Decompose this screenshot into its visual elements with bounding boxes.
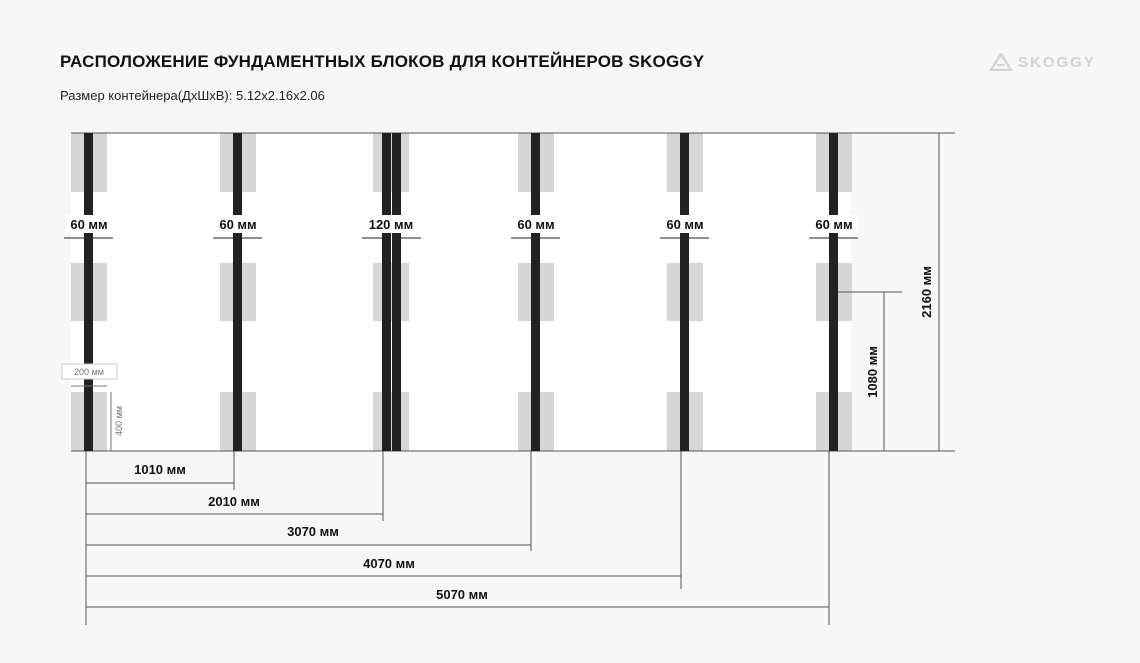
container-area [71, 133, 851, 451]
full-width-label: 2160 мм [919, 266, 934, 318]
width-dimensions [838, 133, 939, 451]
wall-thickness-label: 60 мм [517, 217, 555, 232]
container-wall [680, 133, 689, 451]
container-wall [531, 133, 540, 451]
distance-label: 2010 мм [208, 494, 260, 509]
distance-label: 3070 мм [287, 524, 339, 539]
wall-thickness-label: 60 мм [815, 217, 853, 232]
container-wall [392, 133, 401, 451]
wall-thickness-label: 60 мм [219, 217, 257, 232]
wall-thickness-label: 60 мм [70, 217, 108, 232]
half-width-label: 1080 мм [865, 346, 880, 398]
distance-label: 4070 мм [363, 556, 415, 571]
logo-text: SKOGGY [1018, 53, 1096, 71]
distance-label: 5070 мм [436, 587, 488, 602]
container-wall [84, 133, 93, 451]
container-wall [829, 133, 838, 451]
wall-thickness-label: 120 мм [368, 217, 414, 232]
wall-thickness-label: 60 мм [666, 217, 704, 232]
block-width-label: 200 мм [74, 367, 104, 377]
block-height-label: 400 мм [114, 406, 124, 436]
length-dimensions [86, 451, 829, 625]
page-title: РАСПОЛОЖЕНИЕ ФУНДАМЕНТНЫХ БЛОКОВ ДЛЯ КОНТЕЙНЕРОВ SKOGGY [60, 52, 705, 71]
container-wall [233, 133, 242, 451]
container-wall [382, 133, 391, 451]
distance-label: 1010 мм [134, 462, 186, 477]
container-size-subtitle: Размер контейнера(ДхШхВ): 5.12x2.16x2.06 [60, 88, 325, 103]
